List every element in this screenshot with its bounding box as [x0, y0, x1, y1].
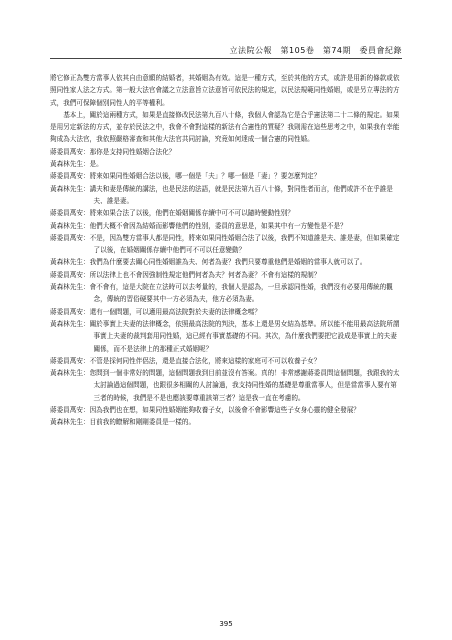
speech-text: 他們大概不會因為結婚而影響他們的性別，委員的意思是，如果其中有一方變性是不是？ — [89, 221, 347, 230]
speaker-name: 黃森林先生： — [50, 258, 90, 267]
exchange-line — [50, 404, 402, 416]
speech-text: 不是，因為雙方當事人都是同性，將來如果同性婚姻合法了以後，我們不知道誰是夫、誰是妻，但如果確定了以後，在婚姻關係存續中他們可不可以任意變動？ — [89, 233, 400, 255]
speech-text: 將來如果同性婚姻合法以後，哪一個是「夫」？哪一個是「妻」？要怎麼判定？ — [89, 172, 321, 181]
speaker-name: 黃森林先生： — [50, 283, 90, 292]
speech-text: 因為我們也在想，如果同性婚姻能夠收養子女，以後會不會影響這些子女身心靈的健全發展？ — [89, 406, 360, 415]
speech-text: 還有一個問題，可以適用最高法院對於夫妻的法律概念嗎？ — [89, 307, 261, 316]
document-body — [50, 72, 402, 429]
speech-text: 目前我的瞭解和剛剛委員是一樣的。 — [89, 418, 196, 427]
exchange-line — [50, 220, 402, 232]
speaker-name: 黃森林先生： — [50, 418, 90, 427]
speaker-name: 黃森林先生： — [50, 319, 90, 328]
speaker-name: 蔣委員萬安： — [50, 307, 90, 316]
header-divider — [50, 58, 402, 59]
speaker-name: 蔣委員萬安： — [50, 172, 90, 181]
speaker-name: 蔣委員萬安： — [50, 147, 90, 156]
speech-text: 所以法律上也不會因強制性規定他們何者為夫？何者為妻？不會有這樣的規制？ — [89, 270, 321, 279]
speaker-name: 蔣委員萬安： — [50, 270, 90, 279]
intro-paragraph: 基本上，關於這兩種方式，如果是直接修改民法第九百八十條，我個人會認為它是合乎憲法第二十二條的規定。如果是用另定新法的方式，並存於民法之中，我會不會對這樣的新法有合憲性的質疑？我則需在這些思考之中，如果我有幸能夠成為大法官，我依照嚴格審查和其他大法官共同討論，究竟如何達成一個合憲的同性婚。 — [50, 110, 400, 144]
speech-text: 將來如果合法了以後，他們在婚姻關係存續中可不可以隨時變動性別？ — [89, 209, 294, 218]
speaker-name: 蔣委員萬安： — [50, 406, 90, 415]
speech-text: 那你是支持同性婚姻合法化？ — [89, 147, 176, 156]
speaker-name: 黃森林先生： — [50, 369, 90, 378]
exchange-line — [50, 170, 402, 182]
exchange-line — [50, 416, 402, 428]
exchange-line — [50, 146, 402, 158]
intro-paragraph: 將它修正為雙方當事人依其自由意願的結婚者，其婚姻為有效。這是一種方式，至於其他的方式，或許是用新的條款或依照同性家人法之方式。第一般大法官會議之立法意旨立法意旨可依民法的規定，以民法規範同性婚姻，或是另立專法的方式，我們可保障個別同性人的平等權利。 — [50, 74, 400, 107]
speech-text: 關於事實上夫妻的法律概念，依照最高法院的判決，基本上還是男女結為基準。所以能不能用最高法院所謂事實上夫妻的裁判套用同性婚，這已經有事實基礎的不同。其次，為什麼我們要把它設成是事實上的夫妻關係，而不是法律上的那種正式婚姻呢？ — [89, 319, 400, 353]
exchange-line — [50, 183, 402, 208]
exchange-line — [50, 367, 402, 404]
exchange-line — [50, 306, 402, 318]
exchange-line — [50, 281, 402, 306]
exchange-line — [50, 256, 402, 268]
speaker-name: 蔣委員萬安： — [50, 209, 90, 218]
exchange-line — [50, 232, 402, 257]
gazette-header: 立法院公報 第105卷 第74期 委員會紀錄 — [229, 46, 402, 55]
speech-text: 是。 — [89, 160, 103, 169]
speech-text: 您問到一個非常好的問題，這個問題我到目前並沒有答案。真的！非常感謝蔣委員問這個問題，我跟我的太太討論過這個問題，也跟很多相關的人討論過，我支持同性婚的基礎是尊重當事人，但是當當事人要有第三者的時候，我們是不是也應該要尊重該第三者？這是我一直在考慮的。 — [89, 369, 400, 402]
speech-text: 會不會有，這是大院在立法時可以去考量的，我個人是認為，一旦承認同性婚，我們沒有必要用傳統的觀念，傳統的習俗硬要其中一方必須為夫，他方必須為妻。 — [89, 283, 393, 304]
speech-text: 不管是採何同性伴侶法，還是直接合法化，將來這樣的家庭可不可以收養子女？ — [89, 356, 321, 365]
speech-text: 講夫和妻是傳統的講法，也是民法的法語，就是民法第九百八十條，對同性者而言，他們或許不在乎誰是夫、誰是妻。 — [89, 184, 393, 205]
exchange-line — [50, 269, 402, 281]
speaker-name: 黃森林先生： — [50, 160, 90, 169]
page-number: 395 — [219, 620, 233, 628]
speech-text: 我們為什麼要去關心同性婚姻誰為夫、何者為妻？我們只要尊重他們是婚姻的當事人就可以了。 — [89, 258, 367, 267]
exchange-line — [50, 207, 402, 219]
speaker-name: 黃森林先生： — [50, 184, 90, 193]
exchange-line — [50, 355, 402, 367]
speaker-name: 黃森林先生： — [50, 221, 90, 230]
speaker-name: 蔣委員萬安： — [50, 356, 90, 365]
exchange-line — [50, 318, 402, 355]
exchange-line — [50, 158, 402, 170]
speaker-name: 蔣委員萬安： — [50, 233, 90, 242]
